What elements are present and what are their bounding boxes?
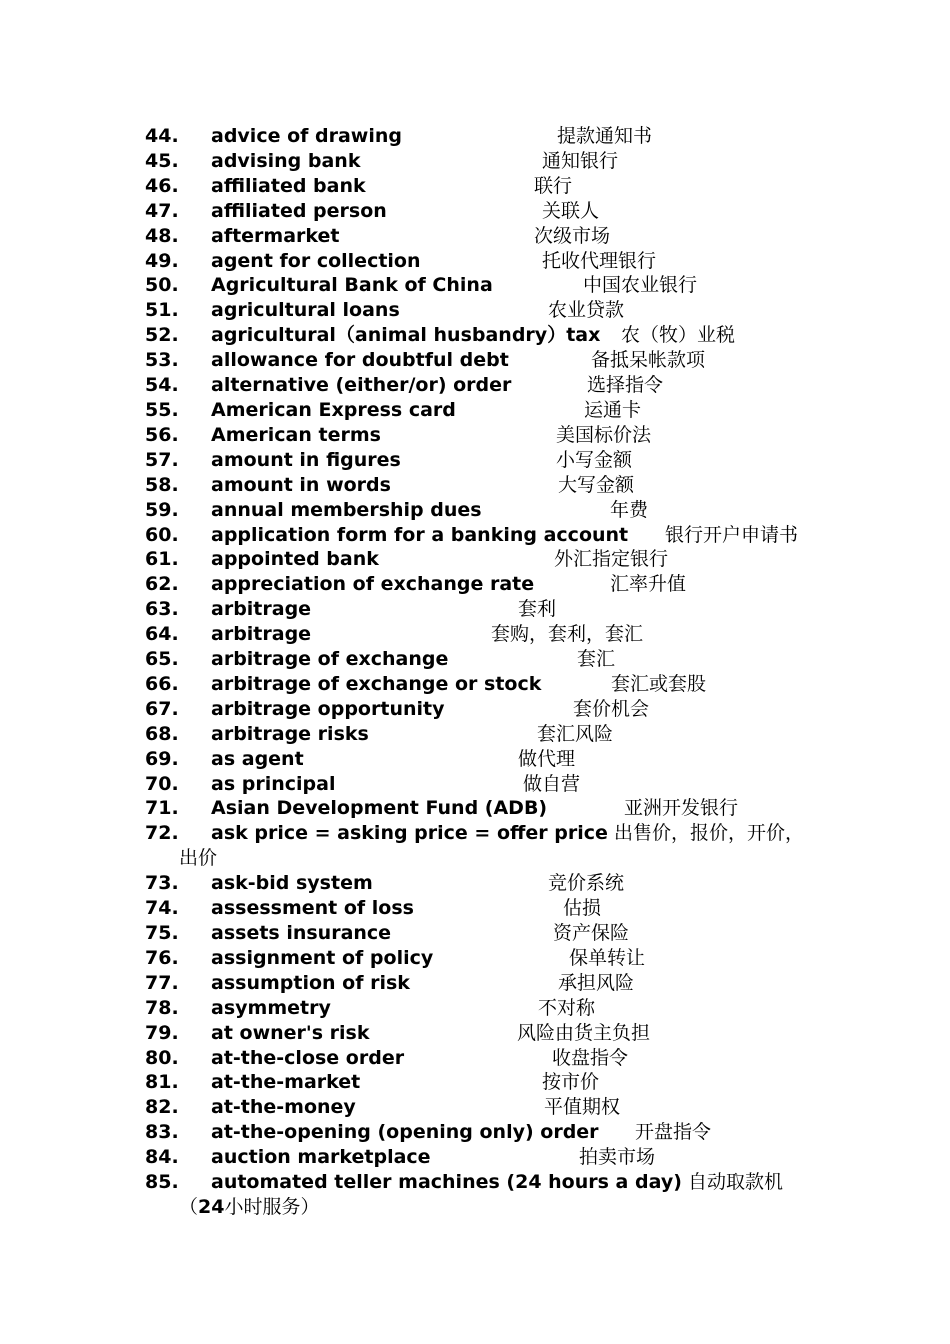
continuation-number: 24 <box>198 1195 225 1218</box>
entry-term-zh-continuation: 出价 <box>179 847 218 870</box>
glossary-entry <box>145 473 835 498</box>
entry-number: 57. <box>145 448 179 471</box>
glossary-entry <box>145 1070 835 1095</box>
entry-term-zh: 选择指令 <box>587 374 664 397</box>
glossary-entry <box>145 423 835 448</box>
entry-number: 46. <box>145 174 179 197</box>
entry-number: 55. <box>145 398 179 421</box>
entry-number: 82. <box>145 1096 179 1119</box>
entry-term-en: arbitrage of exchange <box>211 648 449 671</box>
entry-number: 59. <box>145 498 179 521</box>
glossary-entry <box>145 821 835 871</box>
glossary-entry <box>145 647 835 672</box>
entry-term-en: assessment of loss <box>211 897 414 920</box>
entry-term-zh: 套价机会 <box>573 697 650 720</box>
entry-term-zh: 套利 <box>518 598 557 621</box>
entry-term-en: assignment of policy <box>211 946 434 969</box>
entry-term-en: at-the-money <box>211 1096 356 1119</box>
entry-term-zh-continuation <box>145 1195 835 1220</box>
entry-term-zh: 自动取款机 <box>687 1171 783 1194</box>
entry-term-zh: 关联人 <box>542 199 600 222</box>
entry-term-en: amount in words <box>211 473 391 496</box>
entry-term-en: as agent <box>211 747 304 770</box>
entry-number: 71. <box>145 797 179 820</box>
glossary-entry <box>145 298 835 323</box>
entry-number: 72. <box>145 822 179 845</box>
entry-term-zh: 提款通知书 <box>557 125 653 147</box>
continuation-open-paren: （ <box>179 1195 199 1218</box>
glossary-entry <box>145 896 835 921</box>
entry-term-en: arbitrage <box>211 623 312 646</box>
entry-term-zh: 套汇或套股 <box>611 672 707 695</box>
entry-term-zh: 不对称 <box>538 996 596 1019</box>
entry-term-en: advice of drawing <box>211 125 403 147</box>
entry-term-en: affiliated person <box>211 199 387 222</box>
entry-term-en: agent for collection <box>211 249 421 272</box>
entry-term-zh: 银行开户申请书 <box>665 523 799 546</box>
entry-term-en: assumption of risk <box>211 971 410 994</box>
glossary-entry <box>145 547 835 572</box>
entry-number: 85. <box>145 1171 179 1194</box>
entry-term-en: ask price = asking price = offer price <box>211 822 608 845</box>
entry-term-zh: 农（牧）业税 <box>621 324 736 347</box>
entry-term-zh: 中国农业银行 <box>583 274 698 297</box>
entry-term-zh: 做自营 <box>523 772 581 795</box>
entry-number: 76. <box>145 946 179 969</box>
entry-number: 61. <box>145 548 179 571</box>
entry-number: 62. <box>145 573 179 596</box>
entry-term-zh: 托收代理银行 <box>542 249 657 272</box>
entry-number: 45. <box>145 149 179 172</box>
entry-term-en: automated teller machines (24 hours a day) <box>211 1171 682 1194</box>
glossary-entry <box>145 224 835 249</box>
glossary-entry <box>145 722 835 747</box>
entry-term-zh: 开盘指令 <box>635 1121 712 1144</box>
entry-term-zh: 大写金额 <box>558 473 635 496</box>
glossary-entry <box>145 249 835 274</box>
entry-number: 68. <box>145 722 179 745</box>
entry-term-en: Asian Development Fund (ADB) <box>211 797 548 820</box>
glossary-entry <box>145 373 835 398</box>
entry-number: 77. <box>145 971 179 994</box>
entry-term-zh: 套购，套利，套汇 <box>491 623 644 646</box>
glossary-entry <box>145 996 835 1021</box>
glossary-entry <box>145 149 835 174</box>
entry-number: 75. <box>145 921 179 944</box>
glossary-entry <box>145 921 835 946</box>
glossary-entry <box>145 597 835 622</box>
glossary-entry <box>145 946 835 971</box>
entry-number: 80. <box>145 1046 179 1069</box>
glossary-entry <box>145 796 835 821</box>
entry-number: 56. <box>145 423 179 446</box>
entry-term-zh: 年费 <box>610 498 649 521</box>
entry-number: 50. <box>145 274 179 297</box>
entry-term-zh: 拍卖市场 <box>579 1146 656 1169</box>
entry-number: 48. <box>145 224 179 247</box>
entry-term-zh: 做代理 <box>518 747 576 770</box>
entry-number: 73. <box>145 872 179 895</box>
entry-number: 47. <box>145 199 179 222</box>
entry-number: 83. <box>145 1121 179 1144</box>
entry-number: 69. <box>145 747 179 770</box>
glossary-entry <box>145 1120 835 1145</box>
entry-term-zh: 竞价系统 <box>548 872 625 895</box>
entry-term-en: alternative (either/or) order <box>211 374 512 397</box>
entry-term-zh: 联行 <box>534 174 573 197</box>
entry-term-en: agricultural loans <box>211 299 400 322</box>
entry-term-en: aftermarket <box>211 224 340 247</box>
entry-term-en: American Express card <box>211 398 456 421</box>
entry-term-en: at-the-market <box>211 1071 361 1094</box>
entry-term-en: annual membership dues <box>211 498 482 521</box>
entry-term-en: Agricultural Bank of China <box>211 274 493 297</box>
entry-term-zh: 通知银行 <box>542 149 619 172</box>
entry-term-en: appointed bank <box>211 548 379 571</box>
entry-term-zh: 次级市场 <box>534 224 611 247</box>
entry-number: 44. <box>145 125 179 147</box>
glossary-entry <box>145 1095 835 1120</box>
glossary-entry <box>145 199 835 224</box>
entry-term-en: asymmetry <box>211 996 331 1019</box>
entry-term-zh: 平值期权 <box>544 1096 621 1119</box>
glossary-entry <box>145 523 835 548</box>
entry-number: 79. <box>145 1021 179 1044</box>
glossary-entry <box>145 273 835 298</box>
glossary-list <box>145 124 835 1220</box>
entry-term-zh: 按市价 <box>542 1071 600 1094</box>
entry-term-en: assets insurance <box>211 921 392 944</box>
entry-number: 65. <box>145 648 179 671</box>
entry-number: 66. <box>145 672 179 695</box>
entry-number: 58. <box>145 473 179 496</box>
entry-term-en: arbitrage of exchange or stock <box>211 672 542 695</box>
entry-term-zh: 亚洲开发银行 <box>624 797 739 820</box>
entry-number: 70. <box>145 772 179 795</box>
glossary-entry <box>145 124 835 149</box>
entry-term-zh: 资产保险 <box>553 921 630 944</box>
entry-number: 67. <box>145 697 179 720</box>
entry-number: 52. <box>145 324 179 347</box>
entry-term-zh: 汇率升值 <box>610 573 687 596</box>
entry-number: 54. <box>145 374 179 397</box>
entry-term-en: arbitrage risks <box>211 722 369 745</box>
entry-term-en: auction marketplace <box>211 1146 431 1169</box>
entry-term-en: at owner's risk <box>211 1021 370 1044</box>
entry-term-en: ask-bid system <box>211 872 373 895</box>
entry-term-zh: 估损 <box>563 897 602 920</box>
entry-term-zh: 保单转让 <box>569 946 646 969</box>
entry-number: 63. <box>145 598 179 621</box>
glossary-entry <box>145 1170 835 1220</box>
entry-number: 84. <box>145 1146 179 1169</box>
entry-number: 64. <box>145 623 179 646</box>
entry-term-en: appreciation of exchange rate <box>211 573 535 596</box>
entry-term-en: allowance for doubtful debt <box>211 349 509 372</box>
entry-term-en: at-the-close order <box>211 1046 405 1069</box>
entry-number: 81. <box>145 1071 179 1094</box>
entry-term-zh: 收盘指令 <box>552 1046 629 1069</box>
entry-term-en: affiliated bank <box>211 174 366 197</box>
entry-term-zh: 风险由货主负担 <box>517 1021 651 1044</box>
entry-term-en: as principal <box>211 772 336 795</box>
entry-term-zh: 套汇风险 <box>537 722 614 745</box>
glossary-entry <box>145 572 835 597</box>
entry-term-en: advising bank <box>211 149 361 172</box>
entry-number: 78. <box>145 996 179 1019</box>
entry-term-zh: 承担风险 <box>558 971 635 994</box>
glossary-entry <box>145 871 835 896</box>
entry-term-zh: 美国标价法 <box>556 423 652 446</box>
glossary-entry <box>145 772 835 797</box>
glossary-entry <box>145 174 835 199</box>
glossary-entry <box>145 348 835 373</box>
entry-term-en: agricultural（animal husbandry）tax <box>211 324 601 347</box>
entry-term-zh: 出售价，报价，开价， <box>613 822 804 845</box>
entry-number: 53. <box>145 349 179 372</box>
entry-term-en: arbitrage <box>211 598 312 621</box>
entry-term-en: American terms <box>211 423 381 446</box>
entry-term-zh: 套汇 <box>577 648 616 671</box>
glossary-entry <box>145 1021 835 1046</box>
glossary-entry <box>145 498 835 523</box>
entry-term-en: at-the-opening (opening only) order <box>211 1121 599 1144</box>
glossary-entry <box>145 1145 835 1170</box>
glossary-entry <box>145 697 835 722</box>
entry-number: 74. <box>145 897 179 920</box>
entry-number: 51. <box>145 299 179 322</box>
glossary-entry <box>145 323 835 348</box>
entry-term-en: arbitrage opportunity <box>211 697 445 720</box>
entry-term-zh: 外汇指定银行 <box>554 548 669 571</box>
entry-term-en: amount in figures <box>211 448 401 471</box>
glossary-entry <box>145 398 835 423</box>
entry-term-zh: 农业贷款 <box>548 299 625 322</box>
glossary-entry <box>145 448 835 473</box>
entry-number: 60. <box>145 523 179 546</box>
glossary-entry <box>145 622 835 647</box>
entry-term-zh: 小写金额 <box>556 448 633 471</box>
glossary-entry <box>145 1046 835 1071</box>
glossary-entry <box>145 747 835 772</box>
glossary-entry <box>145 672 835 697</box>
glossary-entry <box>145 971 835 996</box>
continuation-text: 小时服务） <box>224 1195 320 1218</box>
entry-term-en: application form for a banking account <box>211 523 629 546</box>
entry-term-zh: 备抵呆帐款项 <box>591 349 706 372</box>
entry-number: 49. <box>145 249 179 272</box>
entry-term-zh: 运通卡 <box>584 398 642 421</box>
